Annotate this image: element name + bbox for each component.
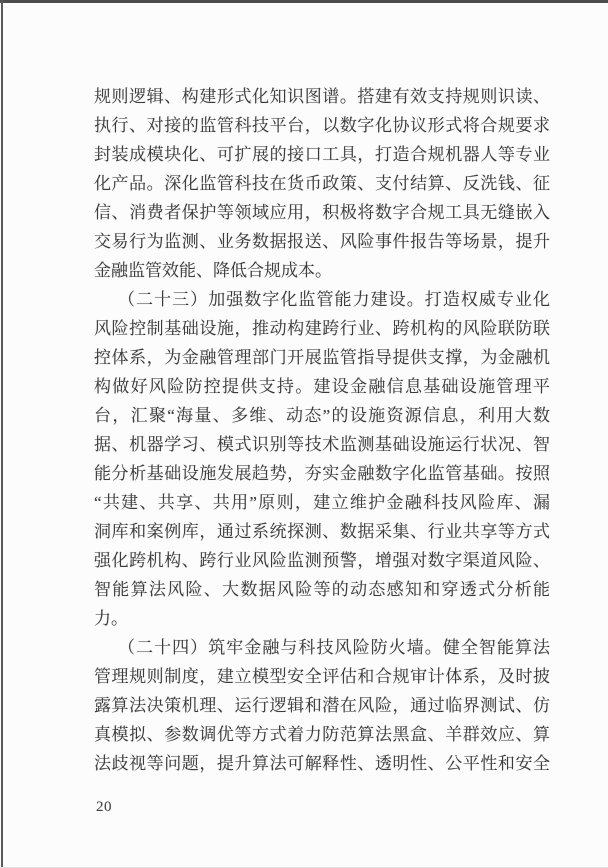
text-line: 信、消费者保护等领域应用，积极将数字合规工具无缝嵌入 (94, 203, 550, 222)
text-line: 力。 (94, 609, 128, 628)
document-body (94, 82, 550, 778)
scan-edge-left (1, 0, 3, 868)
text-line: （二十三）加强数字化监管能力建设。打造权威专业化 (118, 290, 550, 309)
page-number: 20 (96, 799, 112, 815)
text-line: 洞库和案例库，通过系统探测、数据采集、行业共享等方式 (94, 522, 550, 541)
text-line: 化产品。深化监管科技在货币政策、支付结算、反洗钱、征 (94, 174, 550, 193)
text-line: 构做好风险防控提供支持。建设金融信息基础设施管理平 (94, 377, 550, 396)
text-line: 强化跨机构、跨行业风险监测预警，增强对数字渠道风险、 (94, 551, 550, 570)
text-line: （二十四）筑牢金融与科技风险防火墙。健全智能算法 (118, 638, 550, 657)
text-line: 执行、对接的监管科技平台，以数字化协议形式将合规要求 (94, 116, 550, 135)
text-line: 据、机器学习、模式识别等技术监测基础设施运行状况、智 (94, 435, 550, 454)
text-line: 管理规则制度，建立模型安全评估和合规审计体系，及时披 (94, 667, 550, 686)
text-line: 金融监管效能、降低合规成本。 (94, 261, 332, 280)
text-line: 能分析基础设施发展趋势，夯实金融数字化监管基础。按照 (94, 464, 550, 483)
text-line: 真模拟、参数调优等方式着力防范算法黑盒、羊群效应、算 (94, 725, 550, 744)
text-line: “共建、共享、共用”原则，建立维护金融科技风险库、漏 (94, 493, 550, 512)
text-line: 封装成模块化、可扩展的接口工具，打造合规机器人等专业 (94, 145, 550, 164)
text-line: 智能算法风险、大数据风险等的动态感知和穿透式分析能 (94, 580, 550, 599)
text-line: 法歧视等问题，提升算法可解释性、透明性、公平性和安全 (94, 754, 550, 773)
text-line: 规则逻辑、构建形式化知识图谱。搭建有效支持规则识读、 (94, 87, 550, 106)
scan-edge-top (0, 0, 608, 3)
text-line: 控体系，为金融管理部门开展监管指导提供支撑，为金融机 (94, 348, 550, 367)
text-line: 台，汇聚“海量、多维、动态”的设施资源信息，利用大数 (94, 406, 550, 425)
text-line: 交易行为监测、业务数据报送、风险事件报告等场景，提升 (94, 232, 550, 251)
text-line: 风险控制基础设施，推动构建跨行业、跨机构的风险联防联 (94, 319, 550, 338)
text-line: 露算法决策机理、运行逻辑和潜在风险，通过临界测试、仿 (94, 696, 550, 715)
